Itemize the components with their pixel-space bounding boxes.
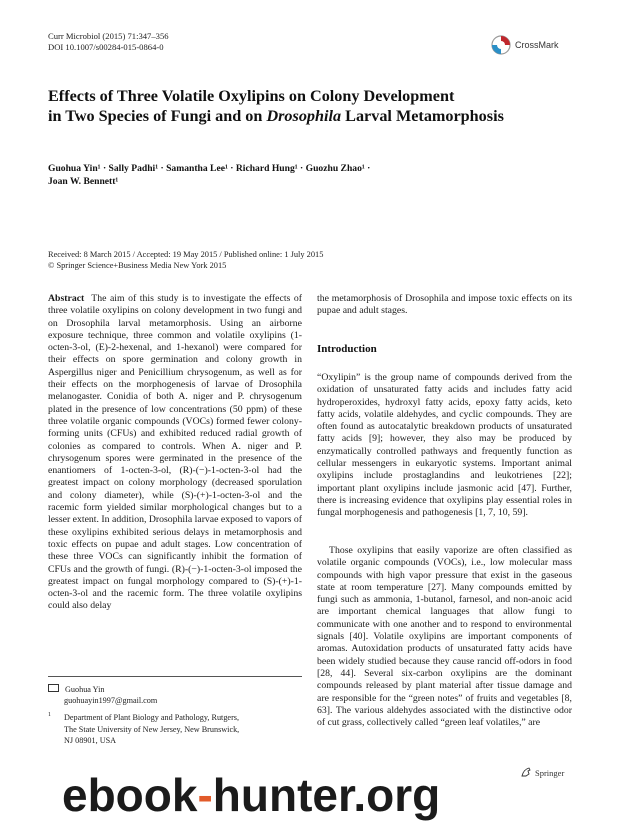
dates-line: Received: 8 March 2015 / Accepted: 19 May 2015 / Published online: 1 July 2015 — [48, 250, 324, 259]
copyright-line: © Springer Science+Business Media New York 2015 — [48, 261, 227, 270]
affiliation-line-3: NJ 08901, USA — [64, 736, 117, 745]
author-line-1: Guohua Yin¹ · Sally Padhi¹ · Samantha Lee¹ · Richard Hung¹ · Guozhu Zhao¹ · — [48, 163, 371, 174]
corresponding-email[interactable]: guohuayin1997@gmail.com — [64, 696, 158, 705]
watermark — [62, 770, 440, 820]
corresponding-name-row — [48, 684, 157, 695]
footnote-divider — [48, 676, 302, 677]
affiliation-line-1: Department of Plant Biology and Pathology, Rutgers, — [64, 713, 240, 722]
paper-title — [48, 86, 578, 126]
corresponding-author — [48, 684, 157, 706]
author-list — [48, 162, 568, 188]
envelope-icon — [48, 684, 59, 692]
abstract-continuation: the metamorphosis of Drosophila and impose toxic effects on its pupae and adult stages. — [317, 293, 572, 317]
springer-horse-icon — [520, 766, 532, 780]
doi-line: DOI 10.1007/s00284-015-0864-0 — [48, 42, 164, 52]
watermark-right: hunter.org — [212, 769, 441, 821]
title-prefix: in Two Species of Fungi and on — [48, 107, 267, 125]
watermark-dash: - — [197, 769, 213, 821]
intro-paragraph-1: “Oxylipin” is the group name of compounds derived from the oxidation of unsaturated fatty acids and includes fatty acid hydroperoxides, hydroxyl fatty acids, epoxy fatty acids, keto fatty acids, volatile aldehydes, and cyclic compounds. They are often found as autocatalytic breakdown products of unsaturated fatty acids [9]; however, they also may be produced by enzymatically controlled pathways and frequently function as cellular messengers in eukaryotic systems. Important animal oxylipins include prostaglandins and leukotrienes [22]; important plant oxylipins include jasmonic acid [47]. Further, there is increasing evidence that oxylipins play essential roles in fungal morphogenesis and pathogenesis [1, 7, 10, 59]. — [317, 372, 572, 519]
title-italic-genus: Drosophila — [266, 107, 342, 125]
journal-citation — [48, 31, 169, 53]
title-line-2 — [48, 106, 578, 126]
affiliation-line-2: The State University of New Jersey, New Brunswick, — [64, 724, 240, 734]
author-line-2: Joan W. Bennett¹ — [48, 176, 119, 187]
crossmark-icon — [491, 35, 511, 55]
section-heading-introduction: Introduction — [317, 343, 377, 355]
corresponding-name: Guohua Yin — [65, 685, 105, 694]
journal-line: Curr Microbiol (2015) 71:347–356 — [48, 31, 169, 41]
crossmark-label: CrossMark — [515, 40, 559, 50]
affiliation-number: 1 — [48, 712, 51, 718]
title-suffix: Larval Metamorphosis — [341, 107, 504, 125]
publication-dates — [48, 249, 323, 271]
affiliation — [64, 712, 294, 747]
abstract-text: The aim of this study is to investigate the effects of three volatile oxylipins on colony development in two fungi and on Drosophila larval metamorphosis. Using an airborne exposure technique, three common and volatile oxylipins (1-octen-3-ol, (E)-2-hexenal, and 1-hexanol) were compared for their effects on spore germination and colony growth in Aspergillus niger and Penicillium chrysogenum, as well as for their effects on the morphogenesis of larvae of Drosophila melanogaster. Conidia of both A. niger and P. chrysogenum plated in the presence of low concentrations (50 ppm) of these three volatile organic compounds (VOCs) formed fewer colony-forming units (CFUs) and exhibited reduced radial growth of colonies as compared to controls. When A. niger and P. chrysogenum spores were germinated in the presence of the enantiomers of 1-octen-3-ol, (R)-(−)-1-octen-3-ol had the greatest impact on colony morphology (decreased sporulation and colony diameter), while (S)-(+)-1-octen-3-ol and the racemic form yielded similar morphological changes but to a lesser extent. In addition, Drosophila larvae exposed to vapors of these oxylipins exhibited serious delays in metamorphosis and toxic effects on pupae and adult stages. Low concentration of these three VOCs can significantly inhibit the formation of CFUs and the growth of fungi. (R)-(−)-1-octen-3-ol imposed the greatest impact on fungal morphology compared to (S)-(+)-1-octen-3-ol and the racemic form. The three volatile oxylipins could also delay — [48, 293, 303, 612]
title-line-1: Effects of Three Volatile Oxylipins on Colony Development — [48, 87, 455, 105]
abstract — [48, 293, 302, 613]
abstract-label: Abstract — [48, 293, 85, 304]
springer-logo — [520, 766, 564, 780]
springer-logo-text: Springer — [535, 768, 565, 778]
intro-paragraph-2: Those oxylipins that easily vaporize are often classified as volatile organic compounds (VOCs), i.e., low molecular mass compounds with high vapor pressure that exist in the gaseous state at room temperature [27]. Many compounds emitted by fungi such as ammonia, 1-butanol, farnesol, and non-anoic acid are important chemical languages that allow fungi to communicate with one another and to respond to environmental signals [40]. Volatile oxylipins are important components of aromas. Autoxidation products of unsaturated fatty acids have been widely studied because they cause rancid off-odors in food [28, 44]. Several six-carbon oxylipins are the dominant compounds released by plant material after tissue damage and are responsible for the “green notes” of fruits and vegetables [8, 63]. The various aldehydes associated with the distinctive odor of cut grass, collectively called “green leaf volatiles,” are — [317, 545, 572, 729]
watermark-left: ebook — [62, 769, 198, 821]
crossmark-badge[interactable] — [491, 34, 581, 56]
